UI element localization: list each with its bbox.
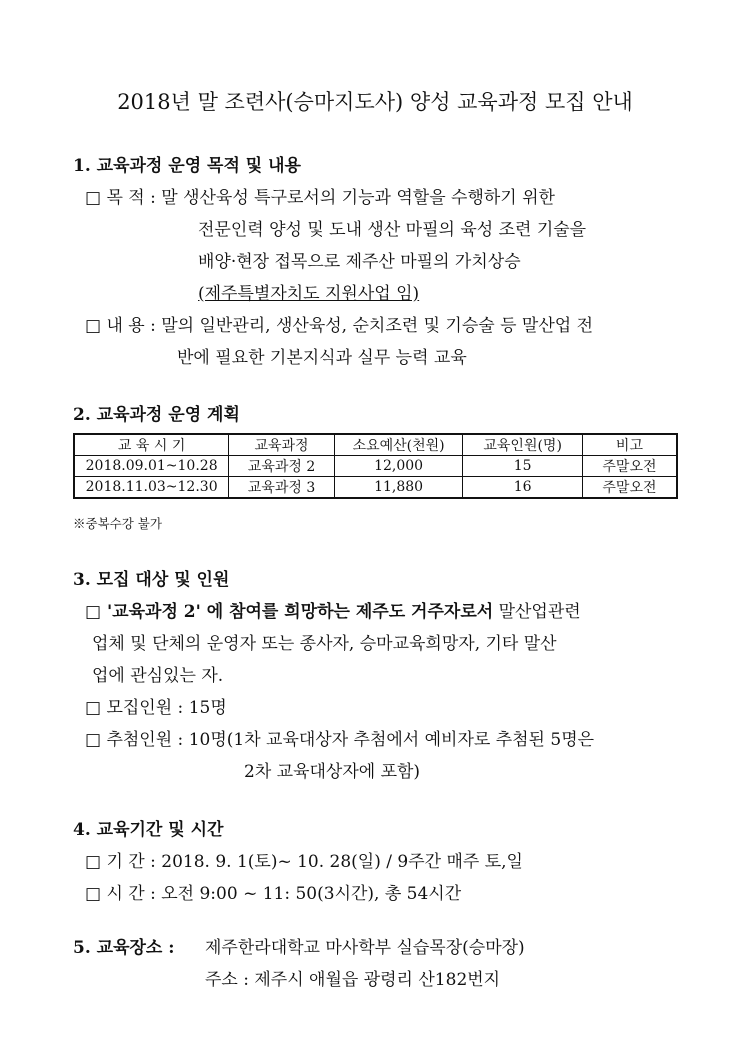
table-row xyxy=(74,477,677,499)
table-header-row xyxy=(74,434,677,456)
plan-table xyxy=(73,433,678,499)
lottery-line-2: 2차 교육대상자에 포함) xyxy=(244,762,421,782)
purpose-line-2: 전문인력 양성 및 도내 생산 마필의 육성 조련 기술을 xyxy=(198,220,587,240)
cell-people: 15 xyxy=(463,456,583,477)
col-header-people: 교육인원(명) xyxy=(463,434,583,456)
period-line: □ 기 간 : 2018. 9. 1(토)~ 10. 28(일) / 9주간 매주 토,일 xyxy=(85,852,523,872)
section-1-heading: 1. 교육과정 운영 목적 및 내용 xyxy=(73,156,301,176)
place-line: 제주한라대학교 마사학부 실습목장(승마장) xyxy=(205,938,525,958)
cell-budget: 11,880 xyxy=(334,477,463,499)
col-header-period: 교 육 시 기 xyxy=(74,434,229,456)
col-header-course: 교육과정 xyxy=(229,434,335,456)
purpose-line-3: 배양·현장 접목으로 제주산 마필의 가치상승 xyxy=(198,252,521,272)
target-emphasis: □ '교육과정 2' 에 참여를 희망하는 제주도 거주자로서 xyxy=(85,602,494,622)
section-2-heading: 2. 교육과정 운영 계획 xyxy=(73,405,240,425)
cell-course: 교육과정 3 xyxy=(229,477,335,499)
content-line-1: □ 내 용 : 말의 일반관리, 생산육성, 순치조련 및 기승술 등 말산업 전 xyxy=(85,316,593,336)
cell-period: 2018.09.01~10.28 xyxy=(74,456,229,477)
purpose-line-1: □ 목 적 : 말 생산육성 특구로서의 기능과 역할을 수행하기 위한 xyxy=(85,188,555,208)
target-rest: 말산업관련 xyxy=(493,602,581,622)
col-header-budget: 소요예산(천원) xyxy=(334,434,463,456)
section-3-heading: 3. 모집 대상 및 인원 xyxy=(73,570,230,590)
table-note: ※중복수강 불가 xyxy=(73,516,162,531)
target-line-3: 업에 관심있는 자. xyxy=(92,666,224,686)
time-line: □ 시 간 : 오전 9:00 ~ 11: 50(3시간), 총 54시간 xyxy=(85,884,462,904)
page-title: 2018년 말 조련사(승마지도사) 양성 교육과정 모집 안내 xyxy=(117,90,633,114)
lottery-line-1: □ 추첨인원 : 10명(1차 교육대상자 추첨에서 예비자로 추첨된 5명은 xyxy=(85,730,595,750)
recruit-count: □ 모집인원 : 15명 xyxy=(85,698,227,718)
cell-course: 교육과정 2 xyxy=(229,456,335,477)
purpose-note: (제주특별자치도 지원사업 임) xyxy=(198,284,420,304)
cell-remarks: 주말오전 xyxy=(582,477,677,499)
section-5-label: 5. 교육장소 : xyxy=(73,938,175,958)
target-line-1 xyxy=(85,597,581,622)
section-4-heading: 4. 교육기간 및 시간 xyxy=(73,820,224,840)
col-header-remarks: 비고 xyxy=(582,434,677,456)
content-line-2: 반에 필요한 기본지식과 실무 능력 교육 xyxy=(177,348,467,368)
table-row xyxy=(74,456,677,477)
cell-period: 2018.11.03~12.30 xyxy=(74,477,229,499)
address-line: 주소 : 제주시 애월읍 광령리 산182번지 xyxy=(205,970,501,990)
cell-budget: 12,000 xyxy=(334,456,463,477)
cell-remarks: 주말오전 xyxy=(582,456,677,477)
target-line-2: 업체 및 단체의 운영자 또는 종사자, 승마교육희망자, 기타 말산 xyxy=(92,634,557,654)
cell-people: 16 xyxy=(463,477,583,499)
